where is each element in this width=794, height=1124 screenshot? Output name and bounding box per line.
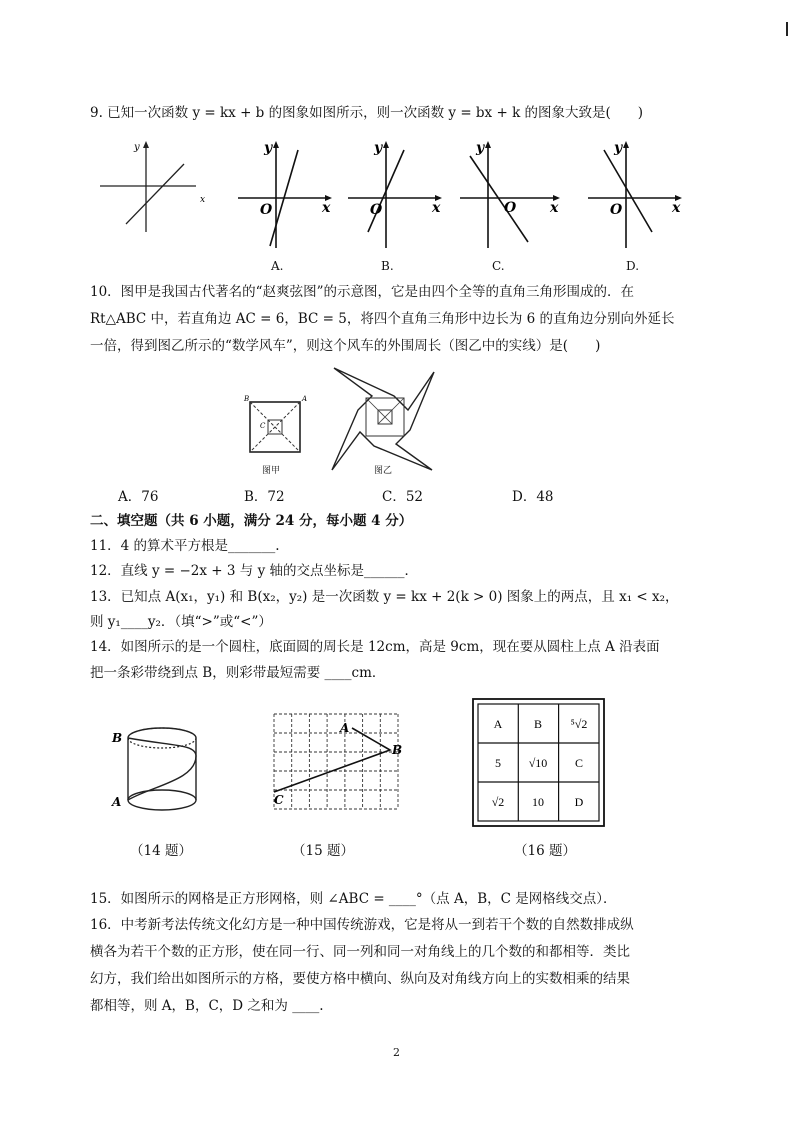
svg-text:A: A [302,395,308,403]
q9-option-b-graph [346,136,446,254]
magic-square-figure [472,698,606,828]
question-9-text: 9. 已知一次函数 y = kx + b 的图象如图所示，则一次函数 y = bx + k 的图象大致是( ) [90,105,644,121]
q9-option-c-graph [458,136,566,254]
svg-text:O: O [610,202,623,218]
question-16-line1: 16．中考新考法传统文化幻方是一种中国传统游戏，它是将从一到若干个数的自然数排成纵 [90,917,634,933]
q9-option-a-graph [236,136,336,254]
magic-cell-r3c1: √2 [491,795,505,809]
svg-text:x: x [200,195,206,205]
question-16-line3: 幻方，我们给出如图所示的方格，要使方格中横向、纵向及对角线方向上的实数相乘的结果 [90,971,630,987]
svg-text:x: x [550,200,559,216]
magic-cell-r3c3: D [574,795,584,809]
math-windmill-diagram [328,364,438,476]
svg-text:y: y [476,140,485,156]
q10-option-c: C．52 [382,489,424,505]
question-16-line2: 横各为若干个数的正方形，使在同一行、同一列和同一对角线上的几个数的和都相等．类比 [90,944,630,960]
magic-cell-r2c2: √10 [528,756,548,770]
question-16-line4: 都相等，则 A，B，C，D 之和为 ____. [90,998,324,1014]
svg-text:O: O [260,202,273,218]
question-15-text: 15．如图所示的网格是正方形网格，则 ∠ABC = ____°（点 A，B，C 是网格线交点）． [90,891,617,907]
section-2-heading: 二、填空题（共 6 小题，满分 24 分，每小题 4 分） [90,513,413,529]
fig-16-caption: （16 题） [514,843,576,859]
question-10-line2: Rt△ABC 中，若直角边 AC = 6，BC = 5，将四个直角三角形中边长为 6 的直角边分别向外延长 [90,311,675,327]
q10-option-a: A．76 [118,489,159,505]
svg-text:y: y [374,140,383,156]
question-13-line2: 则 y₁____y₂．（填“>”或“<”） [90,614,272,630]
q10-option-b: B．72 [244,489,285,505]
cylinder-label-a: A [112,795,122,809]
fig-15-caption: （15 题） [292,843,354,859]
fig-yi-caption: 图乙 [374,466,393,476]
svg-text:y: y [264,140,273,156]
magic-cell-r2c1: 5 [495,756,501,770]
magic-cell-r3c2: 10 [532,795,544,809]
question-12-text: 12．直线 y = −2x + 3 与 y 轴的交点坐标是______． [90,563,418,579]
cylinder-figure [112,716,202,820]
grid-label-c: C [274,793,284,807]
q9-option-c-label: C. [492,259,505,273]
question-10-line1: 10．图甲是我国古代著名的“赵爽弦图”的示意图，它是由四个全等的直角三角形围成的．在 [90,284,634,300]
q9-option-d-label: D. [626,259,640,273]
magic-cell-r1c3: ⁵√2 [570,717,588,731]
q9-option-d-graph [586,136,688,254]
svg-text:y: y [134,142,140,153]
q10-option-d: D．48 [512,489,554,505]
question-11-text: 11．4 的算术平方根是_______. [90,538,280,554]
fig-14-caption: （14 题） [130,843,192,859]
question-13-line1: 13．已知点 A(x₁，y₁) 和 B(x₂，y₂) 是一次函数 y = kx + 2(k > 0) 图象上的两点，且 x₁ < x₂， [90,589,679,605]
question-10-line3: 一倍，得到图乙所示的“数学风车”，则这个风车的外围周长（图乙中的实线）是( ) [90,338,601,354]
q9-given-graph [96,140,206,240]
fig-jia-caption: 图甲 [262,466,281,476]
svg-text:O: O [370,202,383,218]
magic-cell-r2c3: C [574,756,584,770]
svg-text:x: x [322,200,331,216]
q9-option-a-label: A. [271,259,284,273]
grid-label-b: B [392,743,403,757]
magic-cell-r1c1: A [493,717,503,731]
svg-text:y: y [614,140,623,156]
svg-text:O: O [504,200,517,216]
grid-label-a: A [340,721,350,735]
svg-text:C: C [260,422,266,430]
cylinder-label-b: B [112,731,123,745]
svg-text:B: B [244,395,250,403]
question-14-line1: 14．如图所示的是一个圆柱，底面圆的周长是 12cm，高是 9cm，现在要从圆柱上点 A 沿表面 [90,639,660,655]
edge-mark [786,22,788,36]
magic-cell-r1c2: B [533,717,543,731]
zhao-shuang-diagram [244,394,310,456]
svg-text:x: x [672,200,681,216]
q9-option-b-label: B. [381,259,394,273]
page-number: 2 [393,1046,400,1059]
svg-text:x: x [432,200,441,216]
grid-figure [268,712,408,816]
question-14-line2: 把一条彩带绕到点 B，则彩带最短需要 ____cm． [90,665,386,681]
